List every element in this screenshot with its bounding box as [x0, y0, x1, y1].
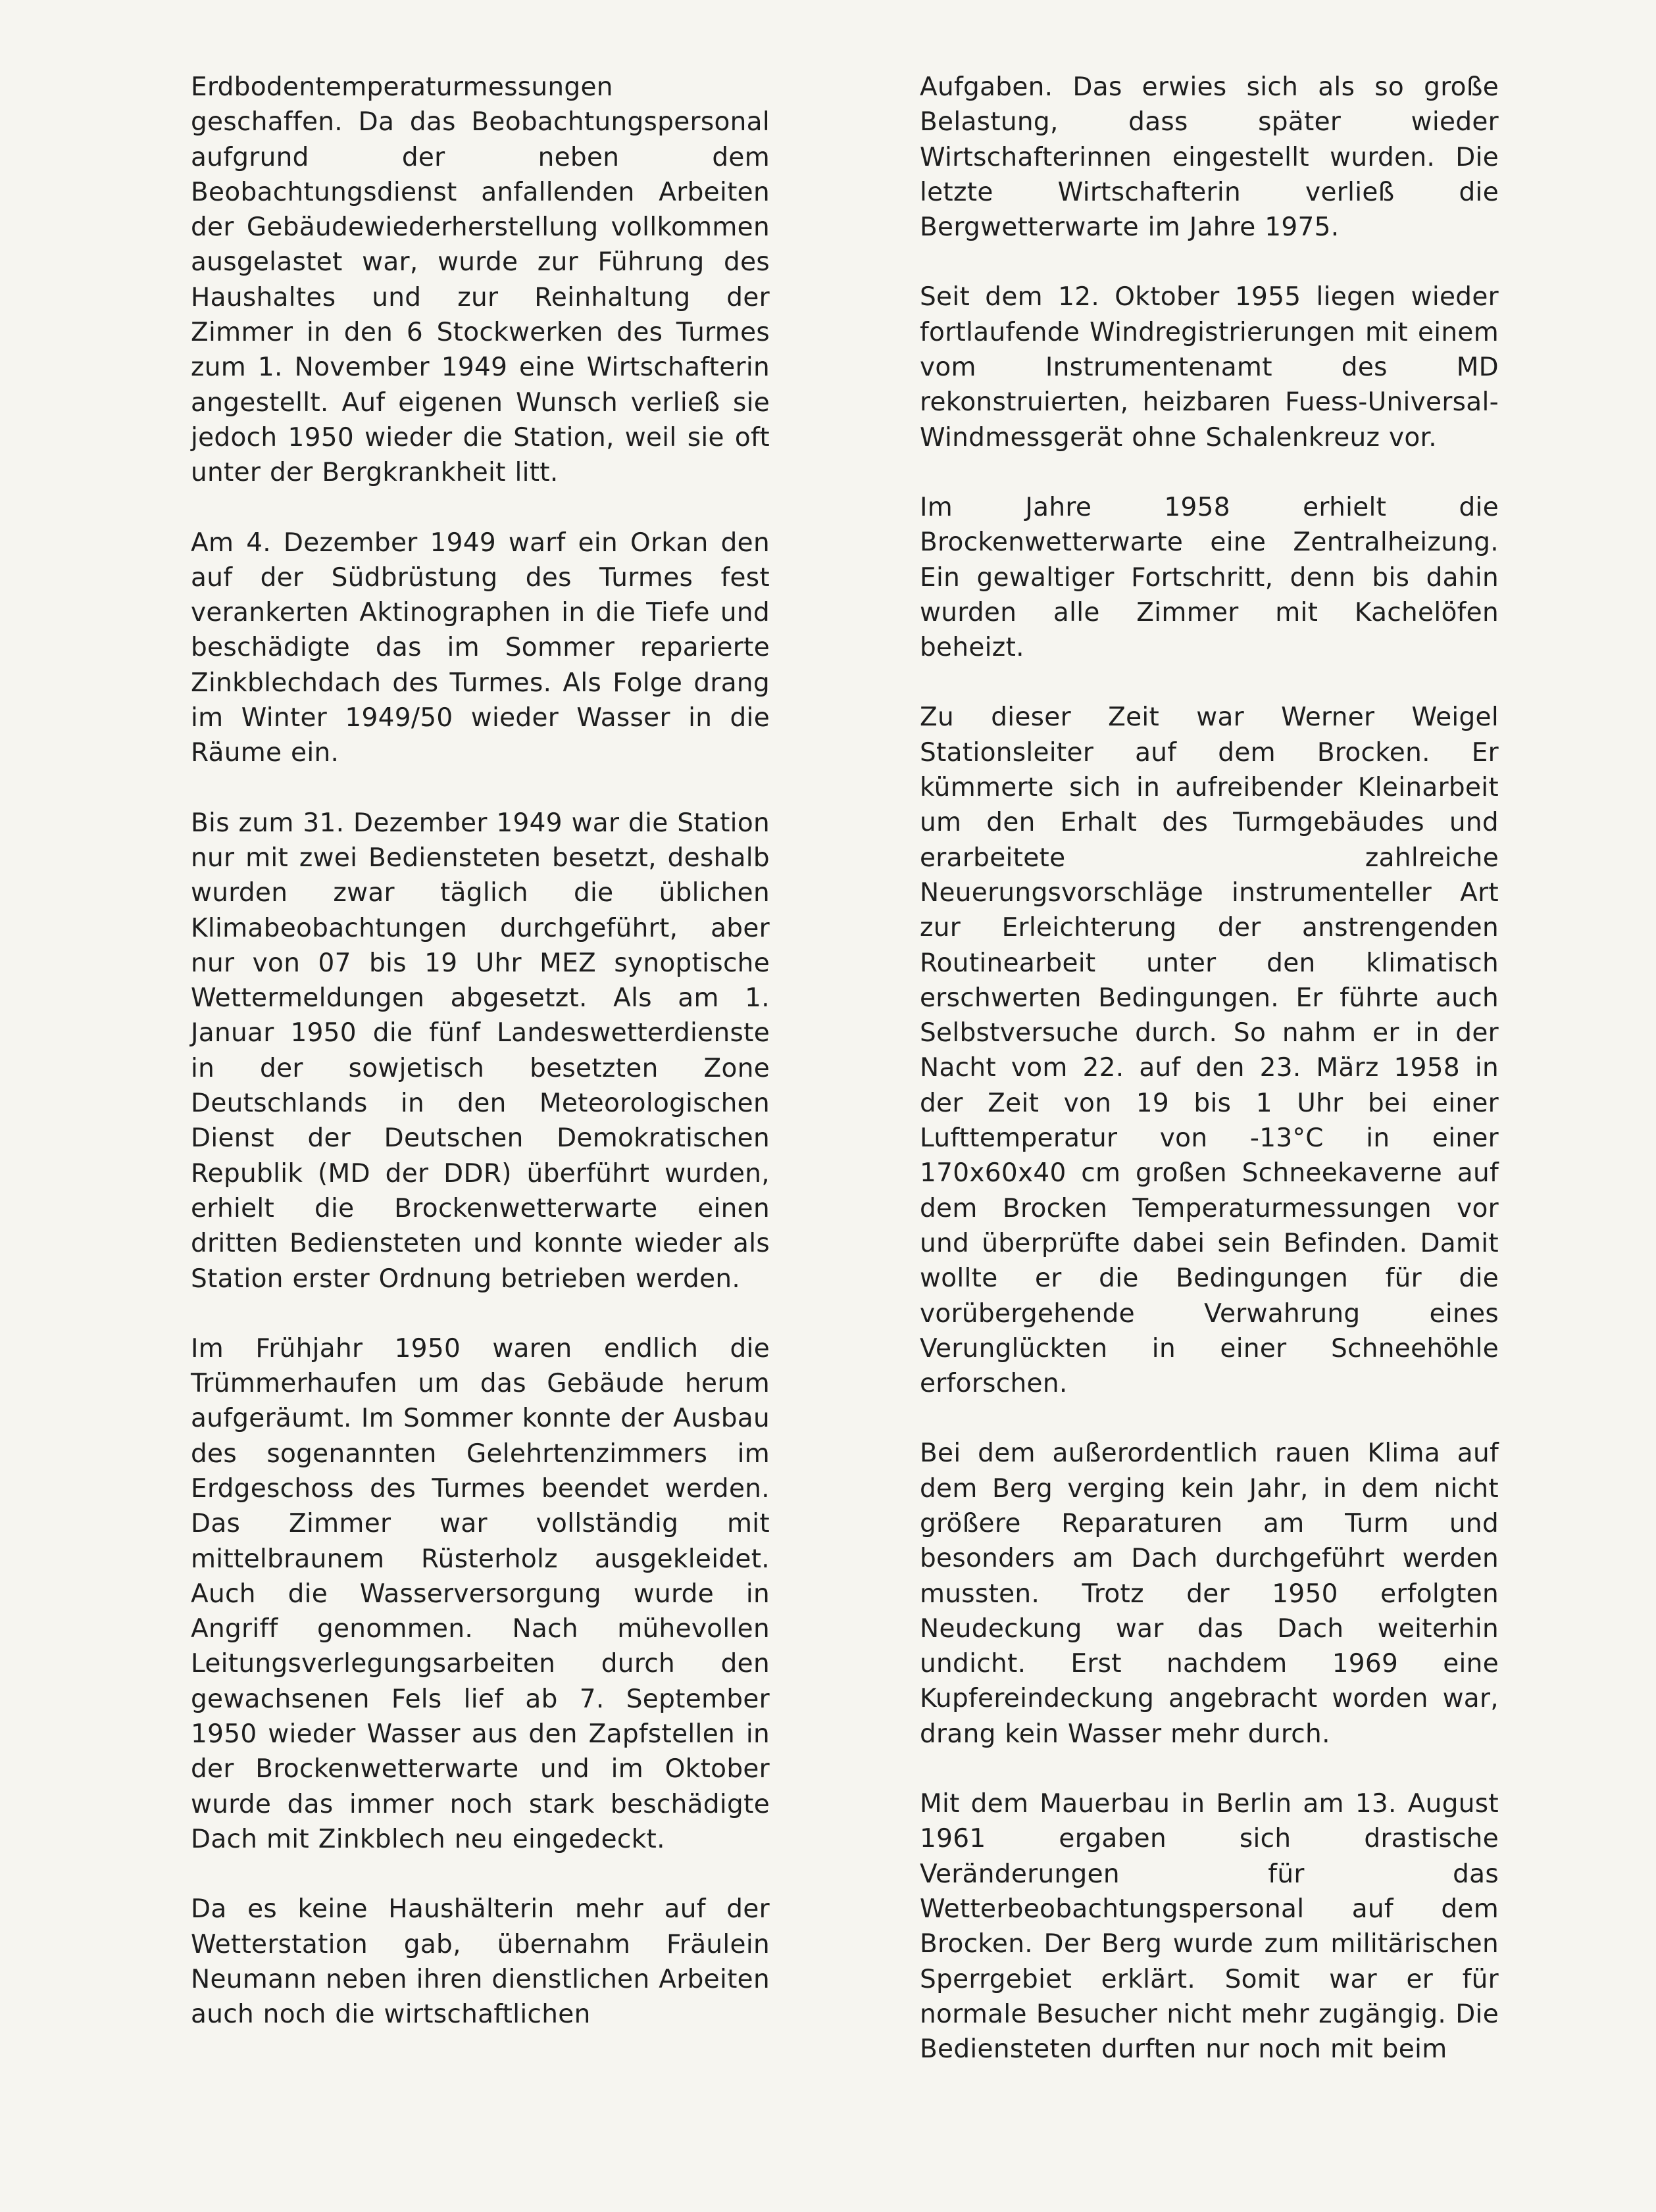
paragraph: Am 4. Dezember 1949 warf ein Orkan den auf der Südbrüstung des Turmes fest verankerten Aktinographen in die Tiefe und beschädigte das im Sommer reparierte Zinkblechdach des Turmes. Als Folge drang im Winter 1949/50 wieder Wasser in die Räume ein. [191, 528, 770, 768]
paragraph: Da es keine Haushälterin mehr auf der Wetterstation gab, übernahm Fräulein Neumann neben ihren dienstlichen Arbeiten auch noch die wirtschaftlichen [191, 1894, 770, 2030]
paragraph: Bei dem außerordentlich rauen Klima auf dem Berg verging kein Jahr, in dem nicht größere Reparaturen am Turm und besonders am Dach durchgeführt werden mussten. Trotz der 1950 erfolgten Neudeckung war das Dach weiterhin undicht. Erst nachdem 1969 eine Kupfereindeckung angebracht worden war, drang kein Wasser mehr durch. [920, 1438, 1499, 1749]
paragraph: Zu dieser Zeit war Werner Weigel Stationsleiter auf dem Brocken. Er kümmerte sich in aufreibender Kleinarbeit um den Erhalt des Turmgebäudes und erarbeitete zahlreiche Neuerungsvorschläge instrumenteller Art zur Erleichterung der anstrengenden Routinearbeit unter den klimatisch erschwerten Bedingungen. Er führte auch Selbstversuche durch. So nahm er in der Nacht vom 22. auf den 23. März 1958 in der Zeit von 19 bis 1 Uhr bei einer Lufttemperatur von -13°C in einer 170x60x40 cm großen Schneekaverne auf dem Brocken Temperaturmessungen vor und überprüfte dabei sein Befinden. Damit wollte er die Bedingungen für die vorübergehende Verwahrung eines Verunglückten in einer Schneehöhle erforschen. [920, 702, 1499, 1399]
paragraph: Im Frühjahr 1950 waren endlich die Trümmerhaufen um das Gebäude herum aufgeräumt. Im Sommer konnte der Ausbau des sogenannten Gelehrtenzimmers im Erdgeschoss des Turmes beendet werden. Das Zimmer war vollständig mit mittelbraunem Rüsterholz ausgekleidet. Auch die Wasserversorgung wurde in Angriff genommen. Nach mühevollen Leitungsverlegungsarbeiten durch den gewachsenen Fels lief ab 7. September 1950 wieder Wasser aus den Zapfstellen in der Brockenwetterwarte und im Oktober wurde das immer noch stark beschädigte Dach mit Zinkblech neu eingedeckt. [191, 1333, 770, 1854]
paragraph: Erdbodentemperaturmessungen geschaffen. Da das Beobachtungspersonal aufgrund der neben dem Beobachtungsdienst anfallenden Arbeiten der Gebäudewiederherstellung vollkommen ausgelastet war, wurde zur Führung des Haushaltes und zur Reinhaltung der Zimmer in den 6 Stockwerken des Turmes zum 1. November 1949 eine Wirtschafterin angestellt. Auf eigenen Wunsch verließ sie jedoch 1950 wieder die Station, weil sie oft unter der Bergkrankheit litt. [191, 72, 770, 488]
paragraph: Im Jahre 1958 erhielt die Brockenwetterwarte eine Zentralheizung. Ein gewaltiger Fortschritt, denn bis dahin wurden alle Zimmer mit Kachelöfen beheizt. [920, 492, 1499, 663]
left-text-column [191, 70, 770, 2032]
paragraph: Aufgaben. Das erwies sich als so große Belastung, dass später wieder Wirtschafterinnen eingestellt wurden. Die letzte Wirtschafterin verließ die Bergwetterwarte im Jahre 1975. [920, 72, 1499, 243]
right-text-column [920, 70, 1499, 2067]
paragraph: Bis zum 31. Dezember 1949 war die Station nur mit zwei Bediensteten besetzt, deshalb wurden zwar täglich die üblichen Klimabeobachtungen durchgeführt, aber nur von 07 bis 19 Uhr MEZ synoptische Wettermeldungen abgesetzt. Als am 1. Januar 1950 die fünf Landeswetterdienste in der sowjetisch besetzten Zone Deutschlands in den Meteorologischen Dienst der Deutschen Demokratischen Republik (MD der DDR) überführt wurden, erhielt die Brockenwetterwarte einen dritten Bediensteten und konnte wieder als Station erster Ordnung betrieben werden. [191, 808, 770, 1294]
paragraph: Seit dem 12. Oktober 1955 liegen wieder fortlaufende Windregistrierungen mit einem vom Instrumentenamt des MD rekonstruierten, heizbaren Fuess-Universal-Windmessgerät ohne Schalenkreuz vor. [920, 282, 1499, 453]
paragraph: Mit dem Mauerbau in Berlin am 13. August 1961 ergaben sich drastische Veränderungen für das Wetterbeobachtungspersonal auf dem Brocken. Der Berg wurde zum militärischen Sperrgebiet erklärt. Somit war er für normale Besucher nicht mehr zugängig. Die Bediensteten durften nur noch mit beim [920, 1789, 1499, 2065]
